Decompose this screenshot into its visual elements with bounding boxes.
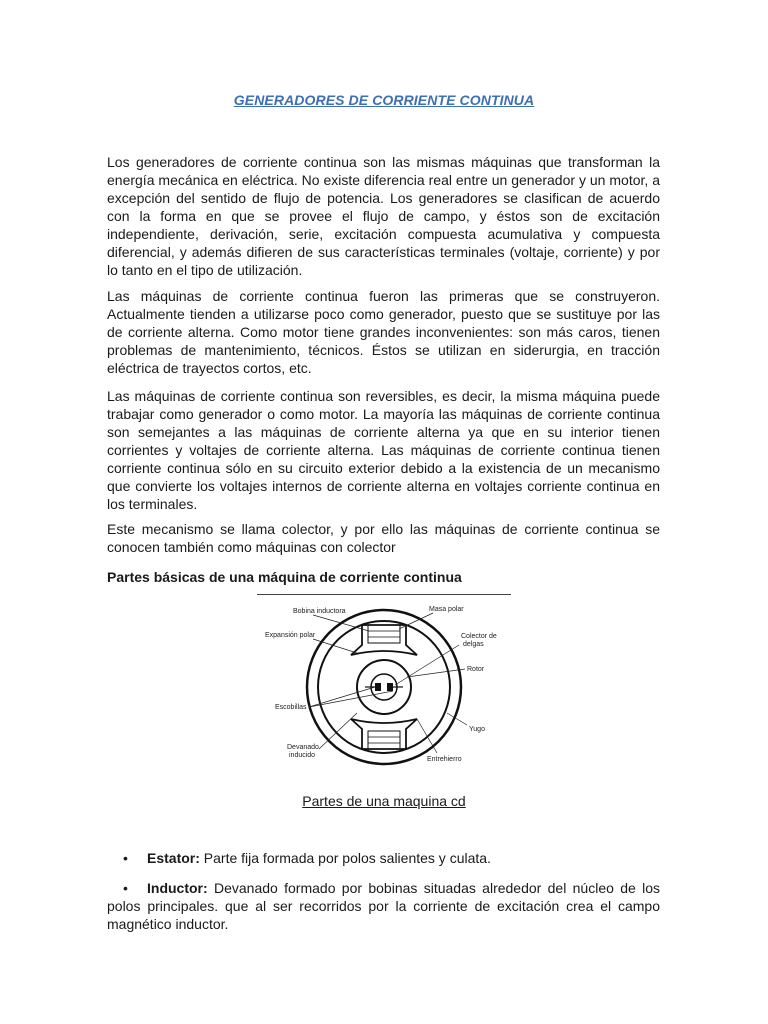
paragraph-3: Las máquinas de corriente continua son reversibles, es decir, la misma máquina puede trabajar como generador o como motor. La mayoría las máquinas de corriente continua son semejantes a las máquinas de corriente alterna ya que en su interior tienen corrientes y voltajes de corriente alterna. Las máquinas de corriente continua tienen corriente continua sólo en su circuito exterior debido a la existencia de un mecanismo que convierte los voltajes internos de corriente alterna en voltajes corriente continua en los terminales. — [107, 388, 660, 512]
paragraph-1: Los generadores de corriente continua son las mismas máquinas que transforman la energía mecánica en eléctrica. No existe diferencia real entre un generador y un motor, a excepción del sentido de flujo de potencia. Los generadores se clasifican de acuerdo con la forma en que se provee el flujo de campo, y éstos son de excitación independiente, derivación, serie, excitación compuesta acumulativa y compuesta diferencial, y además difieren de sus características terminales (voltaje, corriente) y por lo tanto en el tipo de utilización. — [107, 154, 660, 278]
document-title: GENERADORES DE CORRIENTE CONTINUA — [233, 92, 535, 108]
dc-machine-drawing — [257, 595, 511, 783]
dc-machine-diagram — [257, 594, 511, 783]
label-bobina-inductora: Bobina inductora — [293, 608, 346, 615]
bullet-item-estator — [107, 849, 660, 867]
bullet-text: Parte fija formada por polos salientes y culata. — [199, 850, 491, 866]
label-masa-polar: Masa polar — [429, 606, 464, 613]
label-escobillas: Escobillas — [275, 704, 307, 711]
bullet-marker: • — [123, 880, 128, 896]
label-devanado-1: Devanado — [287, 744, 319, 751]
bullet-text: Devanado formado por bobinas situadas alrededor del núcleo de los polos principales. que al ser recorridos por la corriente de excitación crea el campo magnético inductor. — [107, 880, 660, 932]
bullet-term: Inductor: — [147, 880, 208, 896]
label-colector-1: Colector de — [461, 633, 497, 640]
paragraph-2: Las máquinas de corriente continua fueron las primeras que se construyeron. Actualmente tienden a utilizarse poco como generador, puesto que se sustituye por las de corriente alterna. Como motor tiene grandes inconvenientes: son más caros, tienen problemas de mantenimiento, técnicos. Éstos se utilizan en siderurgia, en tracción eléctrica de trayectos cortos, etc. — [107, 288, 660, 376]
bullet-item-inductor — [107, 879, 660, 933]
figure-caption: Partes de una maquina cd — [302, 793, 466, 809]
section-heading: Partes básicas de una máquina de corriente continua — [107, 569, 462, 585]
label-devanado-2: inducido — [289, 752, 316, 759]
label-colector-2: delgas — [463, 641, 484, 648]
label-rotor: Rotor — [467, 666, 485, 673]
bullet-term: Estator: — [147, 850, 200, 866]
label-yugo: Yugo — [469, 726, 485, 733]
label-entrehierro: Entrehierro — [427, 756, 462, 763]
paragraph-4: Este mecanismo se llama colector, y por ello las máquinas de corriente continua se conocen también como máquinas con colector — [107, 521, 660, 555]
bullet-marker: • — [123, 850, 128, 866]
label-expansion-polar: Expansión polar — [265, 632, 316, 639]
